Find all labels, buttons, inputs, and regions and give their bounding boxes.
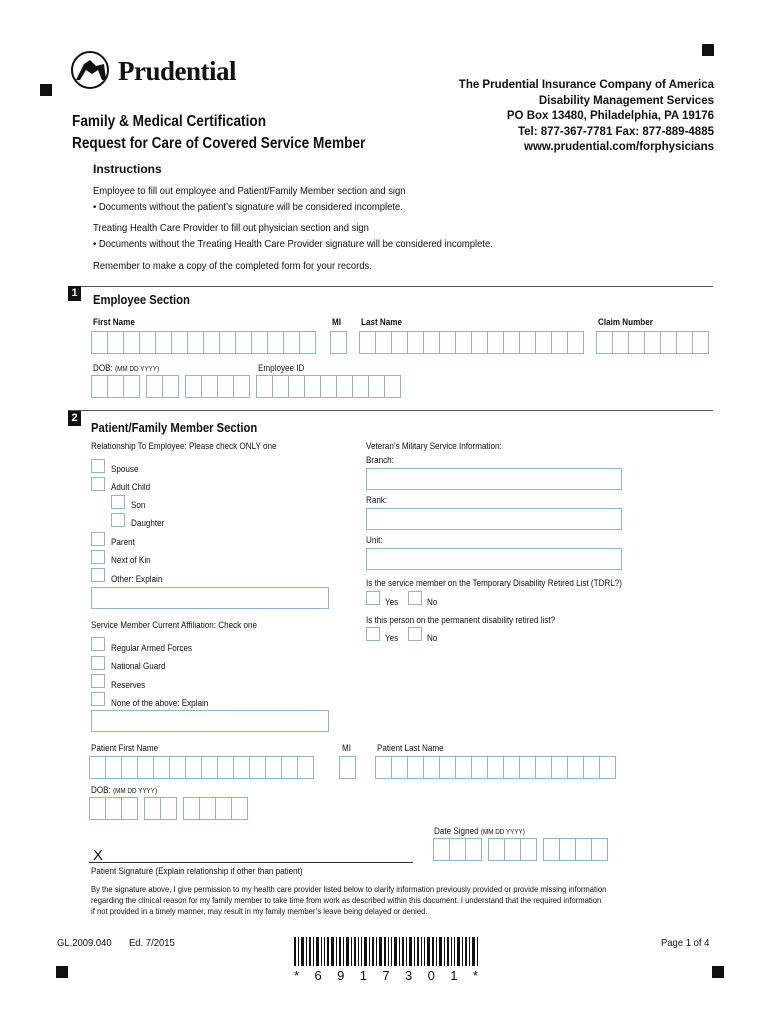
company-line: Disability Management Services [538, 94, 714, 107]
instruction-text: • Documents without the Treating Health Care Provider signature will be considered incomplete. [93, 238, 493, 250]
title-line: Family & Medical Certification [72, 113, 267, 130]
tdrl-yes-label: Yes [385, 597, 399, 607]
claim-number-input[interactable] [596, 331, 708, 354]
employee-last-name-input[interactable] [359, 331, 583, 354]
other-label: Other: Explain [111, 574, 163, 584]
first-name-label: First Name [93, 317, 135, 327]
edition: Ed. 7/2015 [129, 937, 175, 949]
rank-label: Rank: [366, 495, 388, 505]
pdrl-yes-checkbox[interactable] [366, 627, 380, 641]
unit-input[interactable] [366, 548, 622, 570]
patient-last-name-input[interactable] [375, 756, 615, 779]
patient-signature-line[interactable] [89, 862, 413, 863]
form-id: GL.2009.040 [57, 937, 112, 949]
signature-x-mark: X [93, 847, 104, 864]
registration-mark [56, 966, 68, 978]
national-guard-label: National Guard [111, 661, 166, 671]
adult-child-checkbox[interactable] [91, 477, 105, 491]
other-explain-input[interactable] [91, 587, 329, 609]
section-divider [68, 410, 713, 411]
instruction-text: Treating Health Care Provider to fill out physician section and sign [93, 222, 369, 234]
branch-label: Branch: [366, 455, 394, 465]
patient-section-heading: Patient/Family Member Section [91, 421, 258, 435]
patient-last-name-label: Patient Last Name [377, 743, 444, 753]
form-title [72, 111, 365, 155]
daughter-checkbox[interactable] [111, 513, 125, 527]
date-signed-label: Date Signed (MM DD YYYY) [434, 826, 525, 836]
company-line: PO Box 13480, Philadelphia, PA 19176 [506, 110, 714, 122]
national-guard-checkbox[interactable] [91, 656, 105, 670]
prudential-rock-logo [70, 50, 114, 90]
none-above-explain-input[interactable] [91, 710, 329, 732]
relationship-label: Relationship To Employee: Please check ONLY one [91, 441, 277, 451]
pdrl-yes-label: Yes [385, 633, 399, 643]
instruction-text: Remember to make a copy of the completed form for your records. [93, 260, 372, 272]
date-signed-input[interactable] [433, 838, 607, 861]
claim-number-label: Claim Number [598, 317, 653, 327]
reserves-checkbox[interactable] [91, 674, 105, 688]
company-line: Tel: 877-367-7781 Fax: 877-889-4885 [517, 125, 714, 138]
daughter-label: Daughter [131, 518, 165, 528]
tdrl-no-label: No [427, 597, 438, 607]
adult-child-label: Adult Child [111, 482, 151, 492]
patient-dob-label: DOB: (MM DD YYYY) [91, 785, 158, 795]
instruction-text: Employee to fill out employee and Patient/Family Member section and sign [93, 185, 406, 197]
tdrl-no-checkbox[interactable] [408, 591, 422, 605]
patient-dob-input[interactable] [89, 797, 247, 820]
form-barcode [294, 937, 478, 966]
section-number: 1 [68, 286, 81, 301]
next-of-kin-checkbox[interactable] [91, 550, 105, 564]
company-line: The Prudential Insurance Company of America [458, 79, 714, 91]
employee-dob-input[interactable] [91, 375, 249, 398]
registration-mark [712, 966, 724, 978]
company-website: www.prudential.com/forphysicians [524, 141, 714, 153]
unit-label: Unit: [366, 535, 383, 545]
page-number: Page 1 of 4 [661, 937, 710, 949]
patient-first-name-input[interactable] [89, 756, 313, 779]
patient-mi-input[interactable] [339, 756, 355, 779]
son-checkbox[interactable] [111, 495, 125, 509]
title-line: Request for Care of Covered Service Member [72, 135, 366, 152]
pdrl-no-label: No [427, 633, 438, 643]
patient-mi-label: MI [342, 743, 351, 753]
employee-dob-label: DOB: (MM DD YYYY) [93, 363, 160, 373]
tdrl-yes-checkbox[interactable] [366, 591, 380, 605]
mi-label: MI [332, 317, 341, 327]
none-above-checkbox[interactable] [91, 692, 105, 706]
regular-forces-checkbox[interactable] [91, 637, 105, 651]
section-number: 2 [68, 411, 81, 426]
instruction-text: • Documents without the patient’s signature will be considered incomplete. [93, 201, 403, 213]
consent-line: By the signature above, I give permission to my health care provider listed below to clarify information previously provided or provide missing information [91, 884, 607, 894]
instructions-heading: Instructions [93, 162, 162, 176]
other-checkbox[interactable] [91, 568, 105, 582]
consent-statement [91, 884, 606, 917]
employee-id-input[interactable] [256, 375, 400, 398]
none-above-label: None of the above: Explain [111, 698, 209, 708]
section-divider [68, 286, 713, 287]
branch-input[interactable] [366, 468, 622, 490]
son-label: Son [131, 500, 146, 510]
parent-label: Parent [111, 537, 135, 547]
reserves-label: Reserves [111, 680, 146, 690]
next-of-kin-label: Next of Kin [111, 555, 151, 565]
barcode-text: * 6 9 1 7 3 0 1 * [294, 968, 478, 983]
company-logo-text: Prudential [118, 56, 237, 86]
last-name-label: Last Name [361, 317, 402, 327]
patient-first-name-label: Patient First Name [91, 743, 159, 753]
tdrl-question: Is the service member on the Temporary Disability Retired List (TDRL?) [366, 578, 622, 588]
signature-caption: Patient Signature (Explain relationship if other than patient) [91, 866, 303, 876]
employee-mi-input[interactable] [330, 331, 346, 354]
pdrl-question: Is this person on the permanent disability retired list? [366, 615, 556, 625]
spouse-checkbox[interactable] [91, 459, 105, 473]
consent-line: regarding the clinical reason for my family member to take time from work as described within this document. I understand that the required information [91, 895, 602, 905]
regular-forces-label: Regular Armed Forces [111, 643, 193, 653]
rank-input[interactable] [366, 508, 622, 530]
veteran-info-label: Veteran’s Military Service Information: [366, 441, 502, 451]
employee-id-label: Employee ID [258, 363, 305, 373]
employee-first-name-input[interactable] [91, 331, 315, 354]
company-address-block [459, 78, 714, 156]
spouse-label: Spouse [111, 464, 139, 474]
affiliation-label: Service Member Current Affiliation: Check one [91, 620, 257, 630]
registration-mark [40, 84, 52, 96]
employee-section-heading: Employee Section [93, 293, 190, 307]
registration-mark [702, 44, 714, 56]
consent-line: if not provided in a timely manner, may result in my family member’s leave being delayed or denied. [91, 906, 428, 916]
parent-checkbox[interactable] [91, 532, 105, 546]
pdrl-no-checkbox[interactable] [408, 627, 422, 641]
